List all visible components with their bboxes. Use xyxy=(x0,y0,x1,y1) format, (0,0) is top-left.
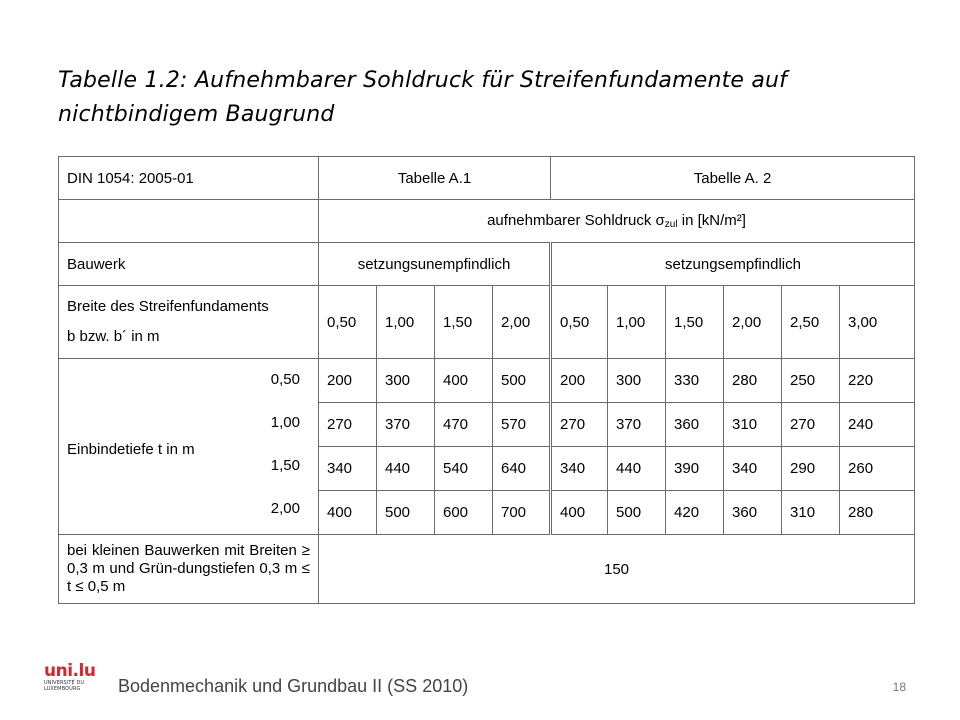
depth-cell xyxy=(59,359,319,535)
empty-cell xyxy=(59,200,319,243)
logo-line1: UNIVERSITÉ DU xyxy=(44,680,85,686)
value-cell: 500 xyxy=(608,491,666,535)
value-cell: 400 xyxy=(319,491,377,535)
value-cell: 200 xyxy=(551,359,608,403)
width-a2-0: 0,50 xyxy=(551,286,608,359)
sensitive-header: setzungsempfindlich xyxy=(551,243,915,286)
depth-value: 1,50 xyxy=(270,457,300,474)
value-cell: 370 xyxy=(608,403,666,447)
value-cell: 300 xyxy=(608,359,666,403)
value-cell: 390 xyxy=(666,447,724,491)
value-cell: 440 xyxy=(608,447,666,491)
value-cell: 250 xyxy=(782,359,840,403)
table-a2-header: Tabelle A. 2 xyxy=(551,157,915,200)
logo-line2: LUXEMBOURG xyxy=(44,686,81,692)
small-buildings-value: 150 xyxy=(319,535,915,604)
width-a1-3: 2,00 xyxy=(493,286,551,359)
value-cell: 220 xyxy=(840,359,915,403)
depth-value: 2,00 xyxy=(270,500,300,517)
width-a1-2: 1,50 xyxy=(435,286,493,359)
pressure-header: aufnehmbarer Sohldruck $\sigma_{zul}$ in [kN/m²] xyxy=(319,200,915,243)
value-cell: 600 xyxy=(435,491,493,535)
value-cell: 360 xyxy=(666,403,724,447)
value-cell: 270 xyxy=(319,403,377,447)
value-cell: 260 xyxy=(840,447,915,491)
value-cell: 340 xyxy=(551,447,608,491)
course-name: Bodenmechanik und Grundbau II (SS 2010) xyxy=(118,676,469,696)
logo-wordmark: uni.lu xyxy=(44,661,96,681)
width-a2-4: 2,50 xyxy=(782,286,840,359)
width-a2-2: 1,50 xyxy=(666,286,724,359)
table-row xyxy=(59,359,915,403)
small-buildings-note: bei kleinen Bauwerken mit Breiten ≥ 0,3 m und Grün-dungstiefen 0,3 m ≤ t ≤ 0,5 m xyxy=(59,535,319,604)
value-cell: 270 xyxy=(551,403,608,447)
value-cell: 420 xyxy=(666,491,724,535)
value-cell: 270 xyxy=(782,403,840,447)
value-cell: 500 xyxy=(377,491,435,535)
value-cell: 310 xyxy=(724,403,782,447)
value-cell: 470 xyxy=(435,403,493,447)
table-a1-header: Tabelle A.1 xyxy=(319,157,551,200)
value-cell: 360 xyxy=(724,491,782,535)
page-number: 18 xyxy=(892,680,906,694)
value-cell: 700 xyxy=(493,491,551,535)
value-cell: 240 xyxy=(840,403,915,447)
value-cell: 340 xyxy=(319,447,377,491)
depth-value: 1,00 xyxy=(270,414,300,431)
value-cell: 400 xyxy=(551,491,608,535)
depth-value: 0,50 xyxy=(270,371,300,388)
value-cell: 570 xyxy=(493,403,551,447)
bauwerk-label: Bauwerk xyxy=(59,243,319,286)
value-cell: 280 xyxy=(724,359,782,403)
width-a2-3: 2,00 xyxy=(724,286,782,359)
bearing-pressure-table xyxy=(58,156,914,597)
width-a1-1: 1,00 xyxy=(377,286,435,359)
value-cell: 200 xyxy=(319,359,377,403)
norm-cell: DIN 1054: 2005-01 xyxy=(59,157,319,200)
insensitive-header: setzungsunempfindlich xyxy=(319,243,551,286)
slide-title: Tabelle 1.2: Aufnehmbarer Sohldruck für Streifenfundamente auf nichtbindigem Baugrund xyxy=(58,68,788,127)
value-cell: 290 xyxy=(782,447,840,491)
depth-label: Einbindetiefe t in m xyxy=(67,441,195,458)
width-a2-1: 1,00 xyxy=(608,286,666,359)
value-cell: 300 xyxy=(377,359,435,403)
width-a1-0: 0,50 xyxy=(319,286,377,359)
value-cell: 370 xyxy=(377,403,435,447)
value-cell: 400 xyxy=(435,359,493,403)
university-logo xyxy=(44,662,98,702)
width-a2-5: 3,00 xyxy=(840,286,915,359)
value-cell: 330 xyxy=(666,359,724,403)
value-cell: 280 xyxy=(840,491,915,535)
value-cell: 500 xyxy=(493,359,551,403)
value-cell: 640 xyxy=(493,447,551,491)
value-cell: 340 xyxy=(724,447,782,491)
width-label: Breite des Streifenfundaments b bzw. b´ in m xyxy=(59,286,319,359)
value-cell: 440 xyxy=(377,447,435,491)
value-cell: 310 xyxy=(782,491,840,535)
value-cell: 540 xyxy=(435,447,493,491)
